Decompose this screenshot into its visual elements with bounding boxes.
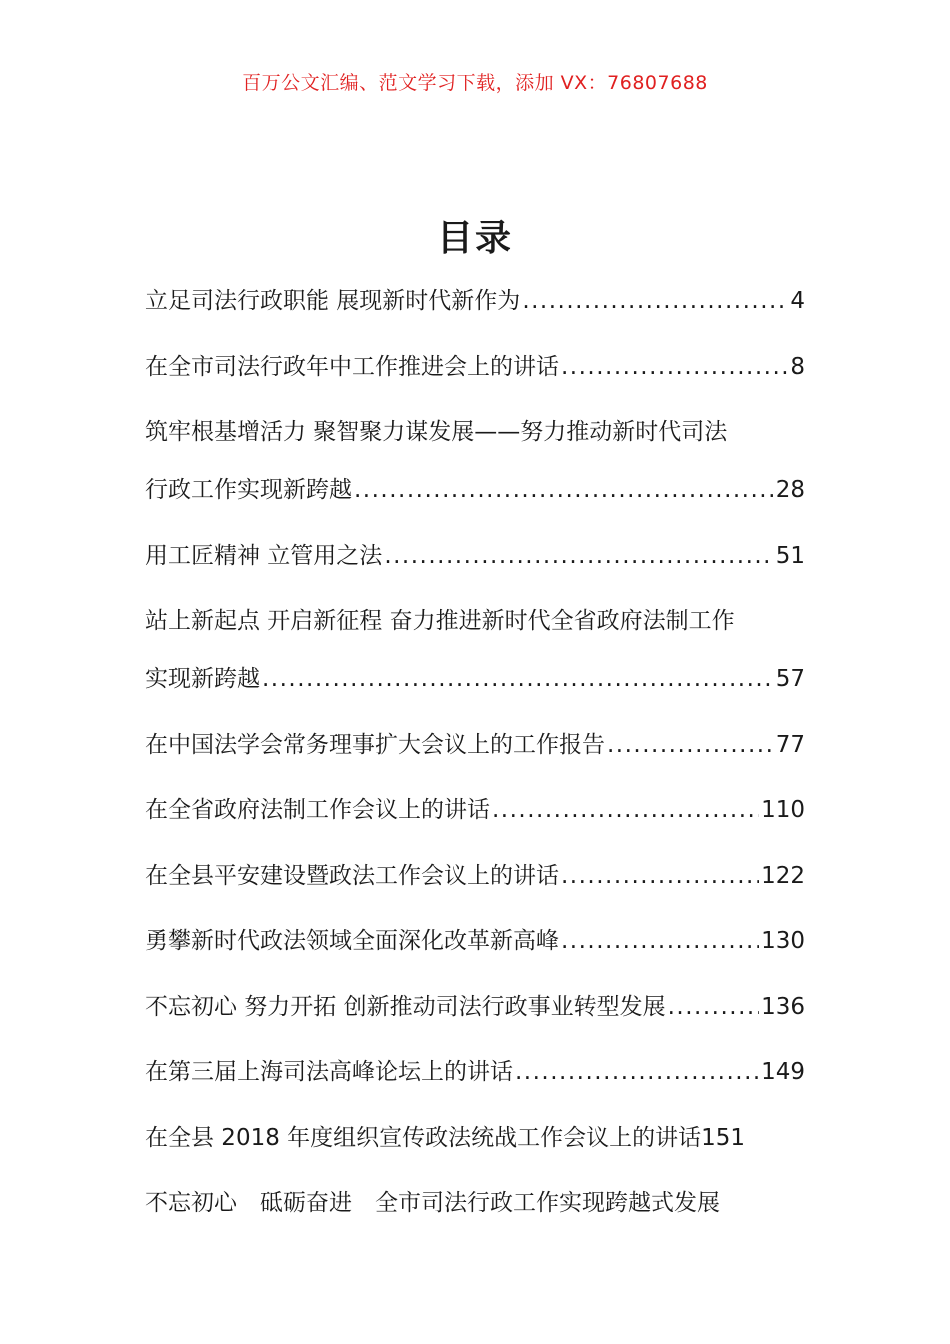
toc-entry[interactable] [145,922,805,960]
toc-entry-title: 在中国法学会常务理事扩大会议上的工作报告 [145,731,605,758]
toc-entry-page: 51 [775,542,805,569]
toc-entry[interactable] [145,413,805,509]
toc-entry-title: 在全省政府法制工作会议上的讲话 [145,797,490,823]
toc-leader-dots [561,348,788,386]
toc-entry-title: 用工匠精神 立管用之法 [145,542,383,569]
toc-entry-title: 勇攀新时代政法领域全面深化改革新高峰 [145,928,559,954]
table-of-contents [145,282,805,1250]
toc-entry[interactable] [145,1119,805,1157]
toc-entry-title: 在全县平安建设暨政法工作会议上的讲话 [145,862,559,889]
toc-entry[interactable] [145,1053,805,1091]
toc-entry-title: 在全县 2018 年度组织宣传政法统战工作会议上的讲话 [145,1124,702,1151]
toc-entry-title: 在第三届上海司法高峰论坛上的讲话 [145,1059,513,1085]
toc-entry-page: 122 [761,862,805,889]
toc-entry-page: 149 [761,1059,805,1085]
toc-entry-page: 110 [761,797,805,823]
toc-entry-title: 实现新跨越 [145,666,260,692]
toc-entry[interactable] [145,726,805,764]
toc-entry-title: 不忘初心 努力开拓 创新推动司法行政事业转型发展 [145,993,666,1020]
toc-entry[interactable] [145,857,805,895]
toc-entry-page: 28 [775,477,805,503]
toc-entry[interactable] [145,791,805,829]
toc-leader-dots [561,857,759,895]
toc-leader-dots [492,791,759,829]
header-note: 百万公文汇编、范文学习下载，添加 VX：76807688 [242,72,708,94]
toc-entry-title: 行政工作实现新跨越 [145,477,352,503]
toc-entry-page: 151 [701,1124,746,1151]
toc-leader-dots [384,537,773,575]
toc-entry[interactable] [145,1184,805,1222]
toc-entry-page: 4 [790,288,805,314]
toc-entry-title-line1: 站上新起点 开启新征程 奋力推进新时代全省政府法制工作 [145,608,735,634]
toc-leader-dots [262,660,774,698]
toc-entry[interactable] [145,602,805,698]
toc-entry-title: 不忘初心 砥砺奋进 全市司法行政工作实现跨越式发展 [145,1190,720,1216]
toc-leader-dots [607,726,774,764]
toc-entry-title: 在全市司法行政年中工作推进会上的讲话 [145,353,559,380]
toc-leader-dots [668,988,759,1026]
toc-entry-title-line1: 筑牢根基增活力 聚智聚力谋发展——努力推动新时代司法 [145,419,728,445]
toc-entry[interactable] [145,988,805,1026]
toc-leader-dots [561,922,759,960]
toc-entry-page: 136 [761,993,805,1020]
toc-entry-page: 8 [790,353,805,380]
toc-entry[interactable] [145,348,805,386]
toc-leader-dots [515,1053,759,1091]
toc-leader-dots [354,471,774,509]
toc-entry-page: 57 [775,666,805,692]
page-title: 目录 [436,218,513,259]
toc-entry[interactable] [145,537,805,575]
toc-entry[interactable] [145,282,805,320]
toc-entry-title: 立足司法行政职能 展现新时代新作为 [145,288,521,314]
toc-entry-page: 77 [775,731,805,758]
toc-leader-dots [522,282,788,320]
toc-entry-page: 130 [761,928,805,954]
